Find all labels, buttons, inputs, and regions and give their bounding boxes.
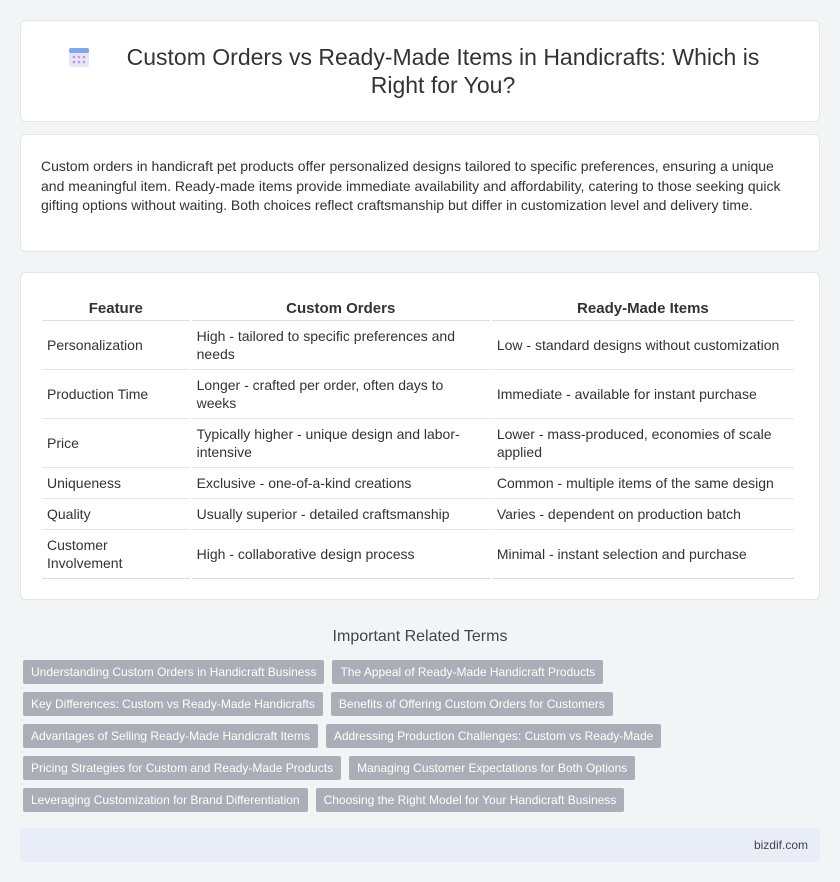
related-term-link[interactable]: Managing Customer Expectations for Both Options xyxy=(349,756,635,780)
table-cell: Usually superior - detailed craftsmanship xyxy=(192,499,490,530)
comparison-table xyxy=(40,297,796,579)
title-card xyxy=(20,20,820,122)
table-cell: Varies - dependent on production batch xyxy=(492,499,794,530)
related-term-link[interactable]: Choosing the Right Model for Your Handicraft Business xyxy=(316,788,625,812)
table-cell: Low - standard designs without customization xyxy=(492,321,794,370)
related-terms-section xyxy=(20,628,820,812)
footer-brand[interactable]: bizdif.com xyxy=(753,838,808,852)
table-cell: Lower - mass-produced, economies of scale applied xyxy=(492,419,794,468)
table-row xyxy=(42,499,794,530)
related-term-link[interactable]: Pricing Strategies for Custom and Ready-Made Products xyxy=(23,756,341,780)
table-cell: Immediate - available for instant purchase xyxy=(492,370,794,419)
table-row xyxy=(42,419,794,468)
calendar-grid-icon xyxy=(67,45,91,69)
related-term-link[interactable]: Advantages of Selling Ready-Made Handicraft Items xyxy=(23,724,318,748)
related-term-link[interactable]: Understanding Custom Orders in Handicraft Business xyxy=(23,660,324,684)
table-cell: Price xyxy=(42,419,190,468)
table-cell: Exclusive - one-of-a-kind creations xyxy=(192,468,490,499)
table-cell: Quality xyxy=(42,499,190,530)
column-header: Custom Orders xyxy=(192,297,490,321)
table-row xyxy=(42,321,794,370)
table-cell: High - tailored to specific preferences and needs xyxy=(192,321,490,370)
intro-card xyxy=(20,134,820,252)
table-header-row xyxy=(42,297,794,321)
table-row xyxy=(42,530,794,579)
column-header: Feature xyxy=(42,297,190,321)
related-term-link[interactable]: The Appeal of Ready-Made Handicraft Products xyxy=(332,660,603,684)
comparison-card xyxy=(20,272,820,600)
table-cell: Common - multiple items of the same design xyxy=(492,468,794,499)
related-terms-tags xyxy=(20,660,820,812)
page-title: Custom Orders vs Ready-Made Items in Handicrafts: Which is Right for You? xyxy=(126,44,760,98)
table-cell: Typically higher - unique design and labor-intensive xyxy=(192,419,490,468)
table-row xyxy=(42,468,794,499)
related-term-link[interactable]: Benefits of Offering Custom Orders for Customers xyxy=(331,692,613,716)
table-cell: Production Time xyxy=(42,370,190,419)
table-cell: Customer Involvement xyxy=(42,530,190,579)
table-cell: Minimal - instant selection and purchase xyxy=(492,530,794,579)
table-cell: Personalization xyxy=(42,321,190,370)
table-cell: Longer - crafted per order, often days to weeks xyxy=(192,370,490,419)
table-row xyxy=(42,370,794,419)
intro-paragraph: Custom orders in handicraft pet products offer personalized designs tailored to specific preferences, ensuring a unique and meaningful item. Ready-made items provide immediate availability and affordability, catering to those seeking quick gifting options without waiting. Both choices reflect craftsmanship but differ in customization level and delivery time. xyxy=(41,158,781,213)
related-term-link[interactable]: Leveraging Customization for Brand Differentiation xyxy=(23,788,308,812)
related-term-link[interactable]: Addressing Production Challenges: Custom vs Ready-Made xyxy=(326,724,662,748)
table-cell: Uniqueness xyxy=(42,468,190,499)
table-cell: High - collaborative design process xyxy=(192,530,490,579)
column-header: Ready-Made Items xyxy=(492,297,794,321)
related-terms-title: Important Related Terms xyxy=(332,628,508,645)
related-term-link[interactable]: Key Differences: Custom vs Ready-Made Handicrafts xyxy=(23,692,323,716)
footer xyxy=(20,828,820,862)
